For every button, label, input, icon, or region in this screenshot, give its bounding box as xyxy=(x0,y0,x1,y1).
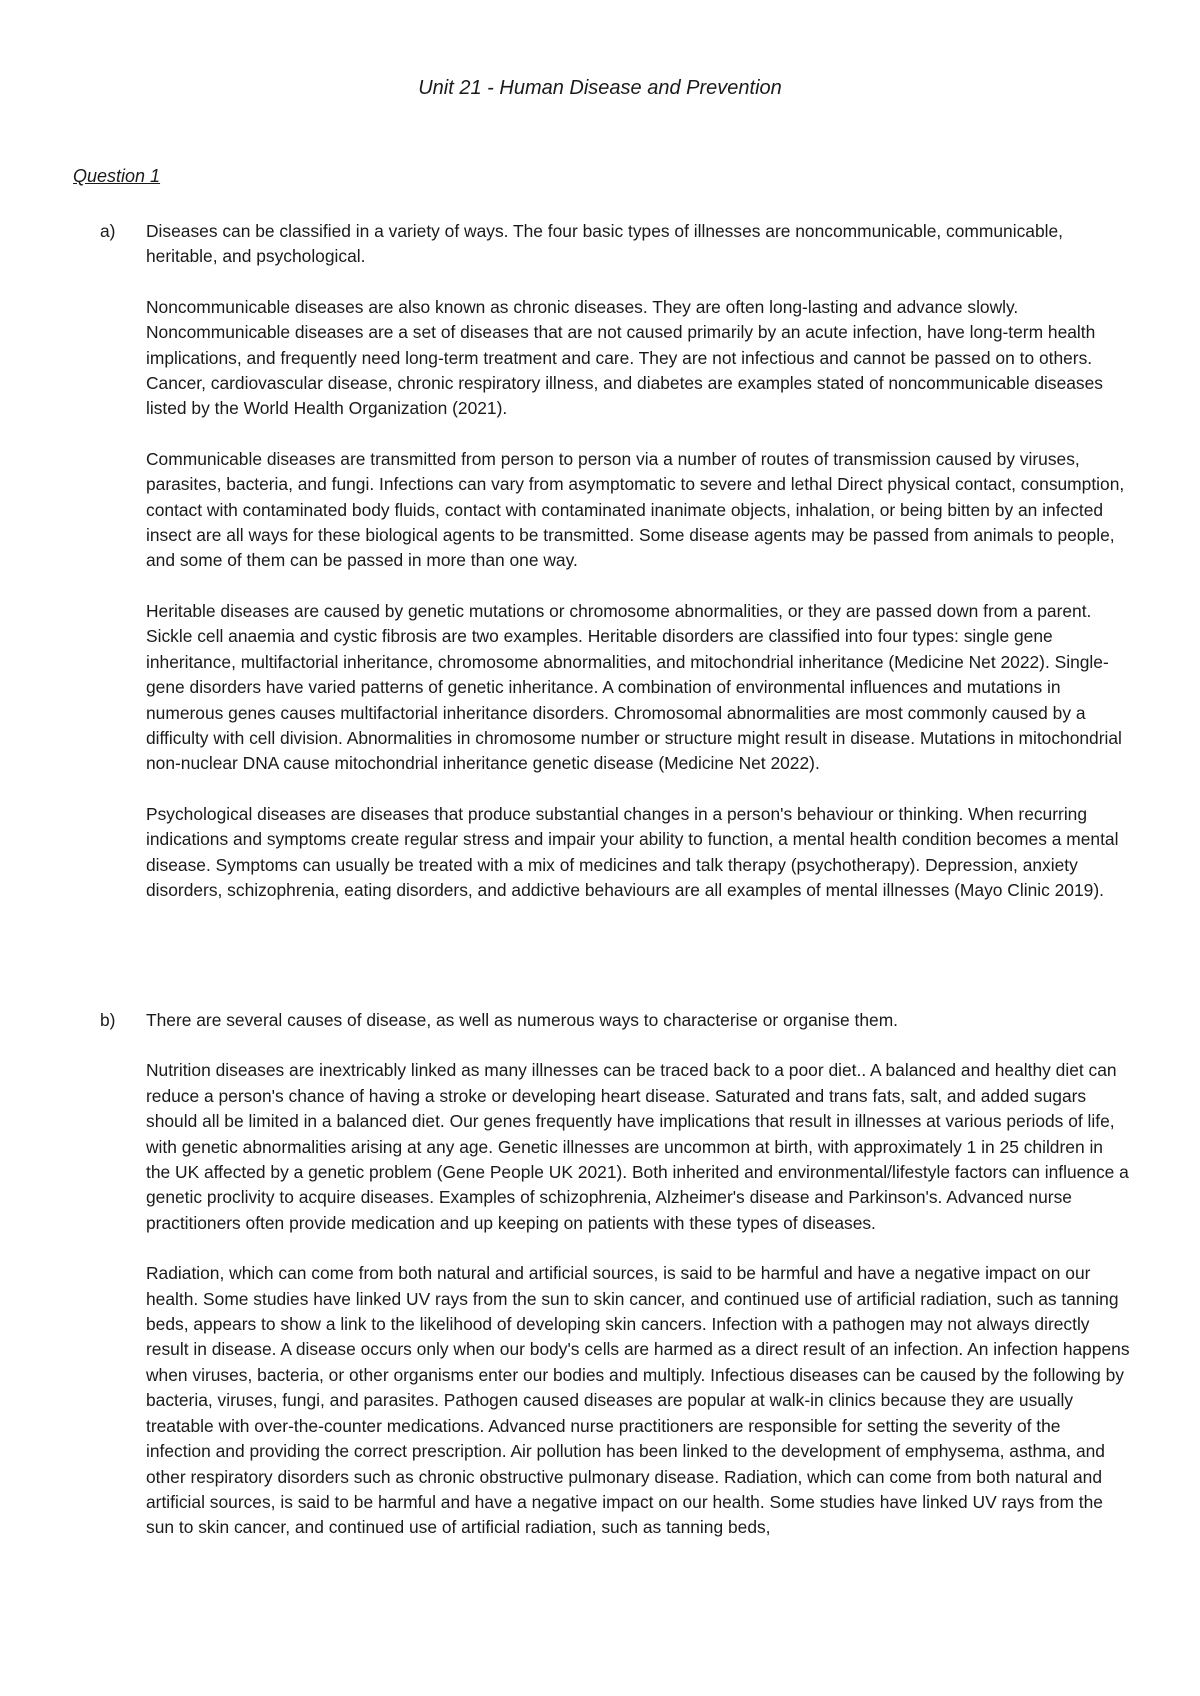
section-body xyxy=(146,1008,1130,1541)
answer-section-b xyxy=(100,1008,1130,1566)
paragraph: There are several causes of disease, as well as numerous ways to characterise or organise them. xyxy=(146,1010,899,1030)
document-title: Unit 21 - Human Disease and Prevention xyxy=(418,77,782,99)
list-marker: b) xyxy=(100,1010,116,1030)
answer-section-a xyxy=(100,219,1130,928)
paragraph: Diseases can be classified in a variety of ways. The four basic types of illnesses are noncommunicable, communicable, heritable, and psychological. xyxy=(146,221,1063,267)
paragraph: Nutrition diseases are inextricably linked as many illnesses can be traced back to a poor diet.. A balanced and healthy diet can reduce a person's chance of having a stroke or developing heart disease. Saturated and trans fats, salt, and added sugars should all be limited in a balanced diet. Our genes frequently have implications that result in illnesses at various periods of life, with genetic abnormalities arising at any age. Genetic illnesses are uncommon at birth, with approximately 1 in 25 children in the UK affected by a genetic problem (Gene People UK 2021). Both inherited and environmental/lifestyle factors can influence a genetic proclivity to acquire diseases. Examples of schizophrenia, Alzheimer's disease and Parkinson's. Advanced nurse practitioners often provide medication and up keeping on patients with these types of diseases. xyxy=(146,1060,1129,1233)
paragraph: Radiation, which can come from both natural and artificial sources, is said to be harmful and have a negative impact on our health. Some studies have linked UV rays from the sun to skin cancer, and continued use of artificial radiation, such as tanning beds, appears to show a link to the likelihood of developing skin cancers. Infection with a pathogen may not always directly result in disease. A disease occurs only when our body's cells are harmed as a direct result of an infection. An infection happens when viruses, bacteria, or other organisms enter our bodies and multiply. Infectious diseases can be caused by the following by bacteria, viruses, fungi, and parasites. Pathogen caused diseases are popular at walk-in clinics because they are usually treatable with over-the-counter medications. Advanced nurse practitioners are responsible for setting the severity of the infection and providing the correct prescription. Air pollution has been linked to the development of emphysema, asthma, and other respiratory disorders such as chronic obstructive pulmonary disease. Radiation, which can come from both natural and artificial sources, is said to be harmful and have a negative impact on our health. Some studies have linked UV rays from the sun to skin cancer, and continued use of artificial radiation, such as tanning beds, xyxy=(146,1263,1130,1538)
paragraph: Communicable diseases are transmitted from person to person via a number of routes of transmission caused by viruses, parasites, bacteria, and fungi. Infections can vary from asymptomatic to severe and lethal Direct physical contact, consumption, contact with contaminated body fluids, contact with contaminated inanimate objects, inhalation, or being bitten by an infected insect are all ways for these biological agents to be transmitted. Some disease agents may be passed from animals to people, and some of them can be passed in more than one way. xyxy=(146,448,1125,571)
list-marker: a) xyxy=(100,221,116,241)
paragraph: Heritable diseases are caused by genetic mutations or chromosome abnormalities, or they are passed down from a parent. Sickle cell anaemia and cystic fibrosis are two examples. Heritable disorders are classified into four types: single gene inheritance, multifactorial inheritance, chromosome abnormalities, and mitochondrial inheritance (Medicine Net 2022). Single-gene disorders have varied patterns of genetic inheritance. A combination of environmental influences and mutations in numerous genes causes multifactorial inheritance disorders. Chromosomal abnormalities are most commonly caused by a difficulty with cell division. Abnormalities in chromosome number or structure might result in disease. Mutations in mitochondrial non-nuclear DNA cause mitochondrial inheritance genetic disease (Medicine Net 2022). xyxy=(146,600,1122,774)
paragraph: Noncommunicable diseases are also known as chronic diseases. They are often long-lasting and advance slowly. Noncommunicable diseases are a set of diseases that are not caused primarily by an acute infection, have long-term health implications, and frequently need long-term treatment and care. They are not infectious and cannot be passed on to others. Cancer, cardiovascular disease, chronic respiratory illness, and diabetes are examples stated of noncommunicable diseases listed by the World Health Organization (2021). xyxy=(146,296,1103,419)
section-body xyxy=(146,219,1130,903)
question-heading: Question 1 xyxy=(73,166,161,186)
paragraph: Psychological diseases are diseases that produce substantial changes in a person's behaviour or thinking. When recurring indications and symptoms create regular stress and impair your ability to function, a mental health condition becomes a mental disease. Symptoms can usually be treated with a mix of medicines and talk therapy (psychotherapy). Depression, anxiety disorders, schizophrenia, eating disorders, and addictive behaviours are all examples of mental illnesses (Mayo Clinic 2019). xyxy=(146,803,1119,900)
